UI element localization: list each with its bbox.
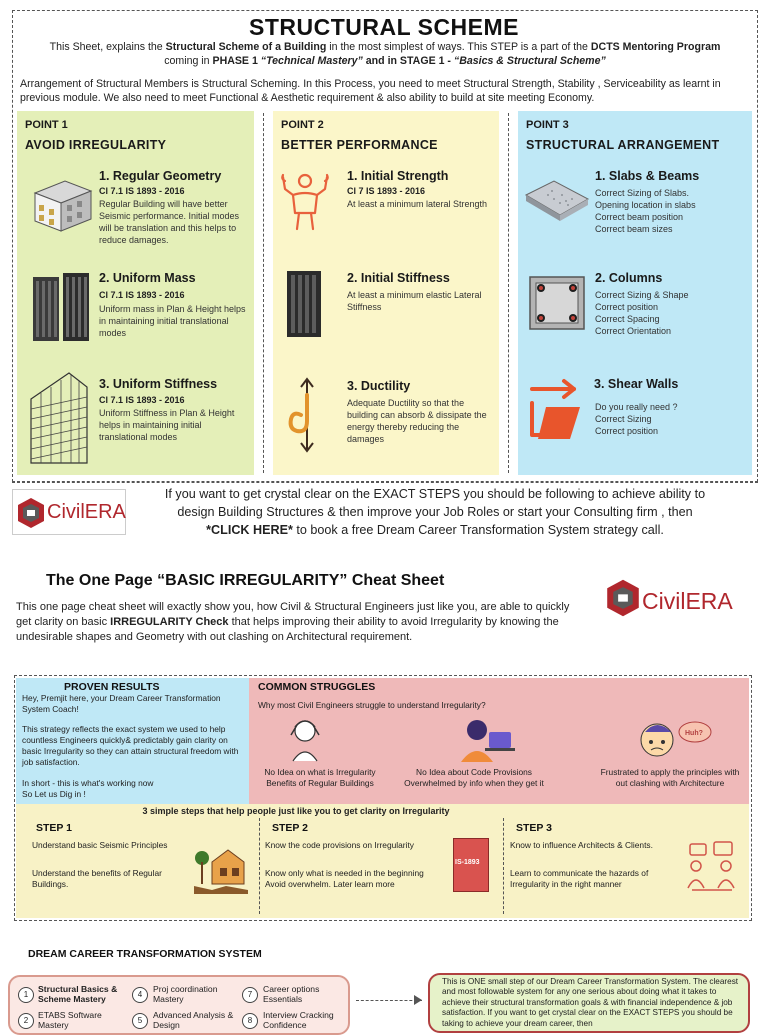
item-title: 2. Initial Stiffness: [347, 271, 450, 285]
module-label: ETABS Software Mastery: [38, 1010, 102, 1030]
proven-text: So Let us Dig in !: [22, 789, 86, 799]
cheat-sheet-intro: [16, 600, 576, 645]
item-desc: At least a minimum lateral Strength: [347, 199, 488, 209]
item-title: 3. Shear Walls: [594, 377, 679, 391]
common-struggles-panel: [249, 678, 749, 804]
desc-line: Correct Sizing: [595, 414, 652, 424]
step-text: Know to influence Architects & Clients.: [510, 840, 653, 850]
desc-line: Correct beam position: [595, 212, 684, 222]
point-heading: STRUCTURAL ARRANGEMENT: [526, 138, 720, 152]
struggle-text: No Idea about Code Provisions Overwhelmed by info when they get it: [404, 767, 544, 788]
item-desc-list: [595, 187, 745, 235]
panel-title: PROVEN RESULTS: [64, 681, 160, 693]
skyscraper-icon: [25, 369, 91, 465]
point-label: POINT 1: [25, 119, 68, 131]
confused-person-icon: [285, 715, 325, 763]
step-text: Know only what is needed in the beginning Avoid overwhelm. Later learn more: [265, 868, 424, 889]
logo-text: CivilERA: [47, 501, 126, 523]
intro-text: This Sheet, explains the: [49, 41, 166, 53]
point-2-column: [273, 111, 499, 475]
desc-line: Correct Spacing: [595, 314, 660, 324]
cta-line: design Building Structures & then improve your Job Roles or start your Consulting firm , then: [177, 505, 693, 519]
proven-results-panel: [16, 678, 249, 804]
item-code: Cl 7.1 IS 1893 - 2016: [99, 186, 185, 196]
column-icon: [528, 275, 586, 331]
intro-text: that helps improving their ability to avoid Irregularity by knowing the undesirable shapes and Geometry with out clashing on Architectural requirement.: [16, 616, 559, 643]
step-label: STEP 1: [36, 822, 72, 834]
strength-icon: [277, 169, 333, 233]
intro-bold: DCTS Mentoring Program: [590, 41, 721, 53]
item-desc-list: [595, 401, 745, 437]
column-divider: [263, 113, 264, 473]
cta-line: If you want to get crystal clear on the EXACT STEPS you should be following to achieve ability to: [164, 487, 706, 501]
intro-text: This one page cheat sheet will exactly show you, how Civil & Structural Engineers just like you, are able to quickly get clarity on basic: [16, 601, 570, 628]
step-divider: [259, 818, 260, 914]
proven-text: Hey, Premjit here, your Dream Career Transformation System Coach!: [22, 693, 221, 714]
book-label: IS-1893: [455, 859, 480, 866]
point-heading: BETTER PERFORMANCE: [281, 138, 438, 152]
module-label: Proj coordination Mastery: [153, 984, 218, 1004]
page-title: STRUCTURAL SCHEME: [248, 14, 520, 40]
desc-line: Correct Orientation: [595, 326, 672, 336]
struggle-text: Frustrated to apply the principles with out clashing with Architecture: [600, 767, 740, 788]
panel-title: COMMON STRUGGLES: [258, 681, 376, 693]
desc-line: Do you really need ?: [595, 402, 678, 412]
proven-text: This strategy reflects the exact system we used to help countless Engineers quickly& predictably gain clarity on basic Irregularity so they can attain structural freedom with job satisfaction.: [22, 724, 239, 767]
codebook-icon: [453, 838, 489, 892]
item-desc: Uniform Stiffness in Plan & Height helps in maintaining initial translational modes: [99, 408, 235, 442]
item-desc: Regular Building will have better Seismic performance. Initial modes will be translation and this helps to reduce damages.: [99, 199, 240, 245]
dcts-modules: [8, 975, 350, 1035]
dcts-text: This is ONE small step of our Dream Career Transformation System. The clearest and most followable system for any one serious about doing what it takes to achieve their structural transformation goals & with financial independence & job satisfaction. If you want to get crystal clear on the EXACT STEPS you should be taking to achieve your dream career, then: [442, 977, 739, 1028]
step-text: Know the code provisions on Irregularity: [265, 840, 414, 850]
step-text: Understand the benefits of Regular Buildings.: [32, 868, 162, 889]
step-text: Learn to communicate the hazards of Irregularity in the right manner: [510, 868, 649, 889]
point-3-column: [518, 111, 752, 475]
intro-text: coming in: [164, 55, 213, 67]
intro-text: and in: [362, 55, 400, 67]
intro-bold: PHASE 1: [212, 55, 261, 67]
column-divider: [508, 113, 509, 473]
towers-icon: [31, 269, 93, 343]
overwhelmed-person-icon: [455, 716, 515, 764]
dcts-description: [428, 973, 750, 1033]
steps-panel: [16, 804, 749, 918]
item-desc-list: [595, 289, 745, 337]
connector-line: [356, 1000, 422, 1001]
intro-paragraph: [20, 40, 750, 68]
step-divider: [503, 818, 504, 914]
discussion-icon: [686, 840, 738, 896]
intro-bold: Structural Scheme of a Building: [165, 41, 327, 53]
item-title: 3. Uniform Stiffness: [99, 377, 218, 391]
item-title: 1. Slabs & Beams: [595, 169, 700, 183]
building-icon: [29, 173, 95, 235]
item-title: 1. Initial Strength: [347, 169, 449, 183]
civilera-logo[interactable]: [606, 576, 746, 622]
intro-italic: “Technical Mastery”: [260, 55, 363, 67]
desc-line: Correct beam sizes: [595, 224, 673, 234]
desc-line: Opening location in slabs: [595, 200, 696, 210]
item-title: 3. Ductility: [347, 379, 411, 393]
step-label: STEP 2: [272, 822, 308, 834]
intro-text: in the most simplest of ways. This STEP is a part of the: [326, 41, 591, 53]
damaged-house-icon: [192, 844, 250, 896]
logo-mark-icon: [606, 578, 640, 618]
item-title: 2. Columns: [595, 271, 663, 285]
item-title: 2. Uniform Mass: [99, 271, 196, 285]
desc-line: Correct Sizing of Slabs.: [595, 188, 690, 198]
dcts-title: DREAM CAREER TRANSFORMATION SYSTEM: [28, 948, 262, 960]
item-desc: Adequate Ductility so that the building can absorb & dissipate the energy thereby reducing the damages: [347, 398, 487, 444]
cta-text: [130, 485, 740, 539]
desc-line: Correct Sizing & Shape: [595, 290, 689, 300]
module-label: Structural Basics & Scheme Mastery: [38, 984, 118, 1004]
desc-line: Correct position: [595, 426, 659, 436]
frustrated-face-icon: [637, 718, 713, 762]
module-number: 1: [18, 987, 34, 1003]
intro-italic: “Basics & Structural Scheme”: [453, 55, 606, 67]
slab-icon: [524, 177, 590, 223]
desc-line: Correct position: [595, 302, 659, 312]
item-desc: At least a minimum elastic Lateral Stiffness: [347, 290, 482, 312]
intro-bold: IRREGULARITY Check: [110, 616, 229, 628]
click-here-link[interactable]: *CLICK HERE*: [206, 523, 293, 537]
arrow-icon: [414, 995, 422, 1005]
shear-wall-icon: [526, 377, 586, 443]
step-label: STEP 3: [516, 822, 552, 834]
intro-bold: STAGE 1 -: [399, 55, 454, 67]
scheme-paragraph: Arrangement of Structural Members is Structural Scheming. In this Process, you need to meet Structural Strength, Stability , Serviceability as learnt in previous module. We also need to meet Functional & Aesthetic requirement & also ability to build at site meeting Economy.: [20, 78, 721, 104]
module-label: Career options Essentials: [263, 984, 320, 1004]
module-number: 4: [132, 987, 148, 1003]
ductility-icon: [283, 375, 323, 455]
item-code: Cl 7.1 IS 1893 - 2016: [99, 395, 185, 405]
point-label: POINT 3: [526, 119, 569, 131]
module-label: Interview Cracking Confidence: [263, 1010, 334, 1030]
point-label: POINT 2: [281, 119, 324, 131]
step-text: Understand basic Seismic Principles: [32, 840, 168, 850]
proven-text: In short - this is what's working now: [22, 778, 154, 788]
cta-line: to book a free Dream Career Transformation System strategy call.: [292, 523, 664, 537]
item-title: 1. Regular Geometry: [99, 169, 222, 183]
steps-title: 3 simple steps that help people just like you to get clarity on Irregularity: [142, 806, 450, 816]
module-number: 5: [132, 1013, 148, 1029]
divider: [12, 482, 758, 483]
item-code: Cl 7.1 IS 1893 - 2016: [99, 290, 185, 300]
point-heading: AVOID IRREGULARITY: [25, 138, 167, 152]
struggle-text: No Idea on what is Irregularity Benefits of Regular Buildings: [264, 767, 376, 788]
tower-icon: [281, 267, 325, 339]
module-number: 8: [242, 1013, 258, 1029]
point-1-column: [17, 111, 254, 475]
module-number: 2: [18, 1013, 34, 1029]
item-code: Cl 7 IS 1893 - 2016: [347, 186, 426, 196]
item-desc: Uniform mass in Plan & Height helps in maintaining initial translational modes: [99, 304, 246, 338]
civilera-logo[interactable]: [12, 489, 126, 535]
panel-subtitle: Why most Civil Engineers struggle to understand Irregularity?: [258, 700, 486, 710]
module-number: 7: [242, 987, 258, 1003]
logo-mark-icon: [17, 497, 45, 529]
logo-text: CivilERA: [642, 588, 733, 614]
speech-bubble: Huh?: [685, 730, 703, 737]
cheat-sheet-title: The One Page “BASIC IRREGULARITY” Cheat Sheet: [46, 572, 445, 589]
module-label: Advanced Analysis & Design: [153, 1010, 234, 1030]
